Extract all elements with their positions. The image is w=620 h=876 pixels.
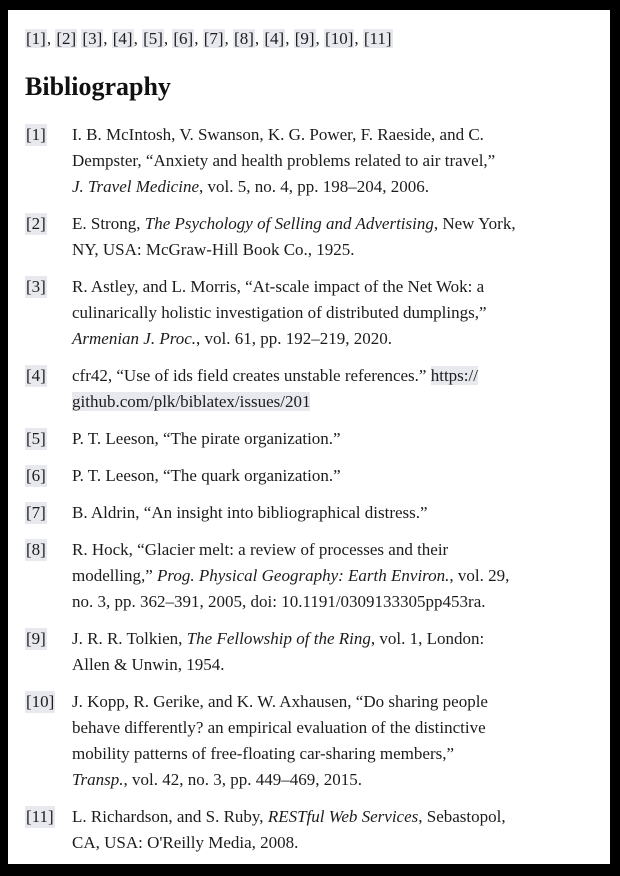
reference-text: [72, 426, 595, 452]
reference-title-italic: Prog. Physical Geography: Earth Environ.: [156, 566, 450, 585]
reference-text: [72, 274, 595, 352]
reference-text-segment: , vol. 1, London:: [370, 629, 485, 648]
reference-entry: [25, 500, 595, 526]
reference-entry: [25, 363, 595, 415]
reference-entry: [25, 426, 595, 452]
reference-text: [72, 211, 595, 263]
reference-text-segment: culinarically holistic investigation of distributed dumplings,”: [72, 303, 487, 322]
citation-link[interactable]: [2]: [56, 29, 77, 48]
reference-text-segment: J. R. R. Tolkien,: [72, 629, 187, 648]
reference-text-segment: Dempster, “Anxiety and health problems related to air travel,”: [72, 151, 496, 170]
reference-text-segment: mobility patterns of free-floating car-sharing members,”: [72, 744, 455, 763]
reference-text-segment: J. Kopp, R. Gerike, and K. W. Axhausen, “Do sharing people: [72, 692, 488, 711]
reference-label-link[interactable]: [8]: [26, 540, 46, 559]
reference-title-italic: The Fellowship of the Ring: [186, 629, 371, 648]
citation-link[interactable]: [6]: [173, 29, 194, 48]
reference-text-segment: , vol. 29,: [449, 566, 510, 585]
reference-text-segment: behave differently? an empirical evaluation of the distinctive: [72, 718, 486, 737]
reference-text-segment: Allen & Unwin, 1954.: [72, 655, 225, 674]
reference-text-segment: no. 3, pp. 362–391, 2005, doi: 10.1191/0309133305pp453ra.: [72, 592, 486, 611]
reference-entry: [25, 537, 595, 615]
reference-entry: [25, 689, 595, 793]
reference-title-italic: The Psychology of Selling and Advertising: [144, 214, 434, 233]
reference-text-segment: cfr42, “Use of ids field creates unstable references.”: [72, 366, 431, 385]
reference-entry: [25, 211, 595, 263]
reference-entry: [25, 122, 595, 200]
bibliography-heading: Bibliography: [25, 72, 171, 101]
reference-label-link[interactable]: [3]: [26, 277, 46, 296]
citation-link[interactable]: [4]: [112, 29, 133, 48]
reference-title-italic: RESTful Web Services: [267, 807, 419, 826]
reference-text: [72, 463, 595, 489]
reference-text: [72, 537, 595, 615]
citation-line: [1], [2] [3], [4], [5], [6], [7], [8], [4], [9], [10], [11]: [26, 29, 392, 48]
reference-text-segment: , vol. 5, no. 4, pp. 198–204, 2006.: [199, 177, 429, 196]
citation-link[interactable]: [8]: [234, 29, 254, 48]
reference-label-link[interactable]: [1]: [26, 125, 46, 144]
document-page: [8, 10, 610, 864]
reference-label-link[interactable]: [4]: [26, 366, 46, 385]
citation-link[interactable]: [5]: [143, 29, 163, 48]
reference-text: [72, 804, 595, 856]
citation-link[interactable]: [4]: [264, 29, 285, 48]
reference-text-segment: B. Aldrin, “An insight into bibliographical distress.”: [72, 503, 428, 522]
reference-text: [72, 689, 595, 793]
reference-text-segment: P. T. Leeson, “The pirate organization.”: [72, 429, 341, 448]
reference-title-italic: J. Travel Medicine: [72, 177, 199, 196]
reference-text: [72, 626, 595, 678]
reference-title-italic: Transp.: [72, 770, 124, 789]
reference-text-segment: E. Strong,: [72, 214, 145, 233]
reference-entry: [25, 626, 595, 678]
citation-link[interactable]: [3]: [82, 29, 103, 48]
reference-text: [72, 363, 595, 415]
reference-url-link[interactable]: https://: [430, 366, 478, 385]
reference-text-segment: L. Richardson, and S. Ruby,: [72, 807, 268, 826]
reference-text-segment: R. Hock, “Glacier melt: a review of processes and their: [72, 540, 449, 559]
reference-text-segment: , New York,: [433, 214, 516, 233]
reference-list: [25, 122, 595, 856]
reference-text-segment: , Sebastopol,: [418, 807, 506, 826]
reference-text-segment: P. T. Leeson, “The quark organization.”: [72, 466, 341, 485]
reference-entry: [25, 274, 595, 352]
citation-link[interactable]: [10]: [325, 29, 354, 48]
reference-entry: [25, 463, 595, 489]
reference-label-link[interactable]: [10]: [26, 692, 55, 711]
reference-label-link[interactable]: [11]: [26, 807, 54, 826]
reference-text-segment: modelling,”: [72, 566, 157, 585]
citation-link[interactable]: [7]: [203, 29, 224, 48]
reference-text-segment: R. Astley, and L. Morris, “At-scale impact of the Net Wok: a: [72, 277, 485, 296]
reference-text-segment: CA, USA: O'Reilly Media, 2008.: [72, 833, 299, 852]
citation-link[interactable]: [9]: [294, 29, 315, 48]
reference-text-segment: NY, USA: McGraw-Hill Book Co., 1925.: [72, 240, 355, 259]
reference-label-link[interactable]: [9]: [26, 629, 46, 648]
reference-label-link[interactable]: [6]: [26, 466, 46, 485]
reference-label-link[interactable]: [7]: [26, 503, 46, 522]
reference-url-link[interactable]: github.com/plk/biblatex/issues/201: [72, 392, 311, 411]
reference-text-segment: , vol. 42, no. 3, pp. 449–469, 2015.: [123, 770, 362, 789]
reference-label-link[interactable]: [2]: [26, 214, 46, 233]
reference-text: [72, 122, 595, 200]
citation-link[interactable]: [11]: [363, 29, 392, 48]
reference-text-segment: , vol. 61, pp. 192–219, 2020.: [196, 329, 392, 348]
reference-title-italic: Armenian J. Proc.: [72, 329, 197, 348]
reference-text-segment: I. B. McIntosh, V. Swanson, K. G. Power, F. Raeside, and C.: [72, 125, 484, 144]
reference-text: [72, 500, 595, 526]
reference-label-link[interactable]: [5]: [26, 429, 46, 448]
reference-entry: [25, 804, 595, 856]
citation-link[interactable]: [1]: [26, 29, 46, 48]
